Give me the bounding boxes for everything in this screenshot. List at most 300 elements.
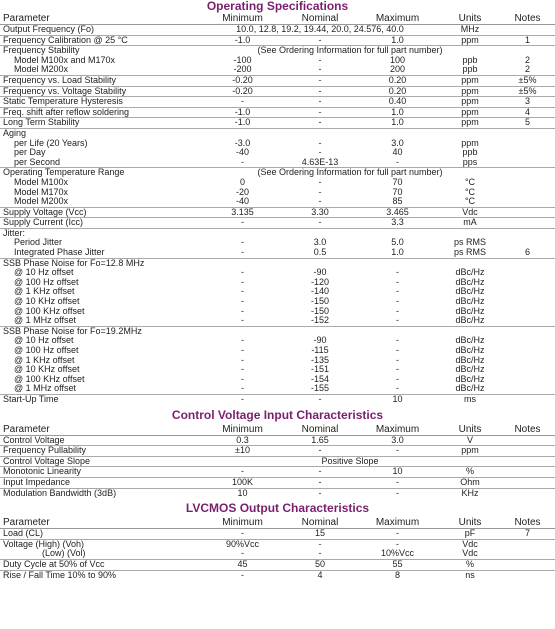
minimum-cell: - <box>200 570 285 580</box>
units-cell: KHz <box>440 488 500 498</box>
nominal-cell: - <box>285 467 355 478</box>
nominal-cell: - <box>318 65 322 75</box>
minimum-cell: - <box>200 529 285 540</box>
minimum-cell <box>200 258 285 268</box>
parameter-cell: Control Voltage Slope <box>0 456 200 467</box>
nominal-cell <box>285 228 355 238</box>
nominal-cell: -90 <box>313 268 327 278</box>
notes-cell <box>500 375 555 385</box>
notes-cell <box>500 268 555 278</box>
table-row <box>0 86 555 97</box>
maximum-cell: - <box>396 277 399 287</box>
units-cell: MHz <box>440 25 500 36</box>
notes-cell: 6 <box>524 248 530 258</box>
table-row <box>0 75 555 86</box>
column-header: Notes <box>500 517 555 529</box>
column-header: Minimum <box>200 13 285 25</box>
units-cell: dBc/Hz <box>455 336 485 346</box>
notes-cell <box>500 197 555 207</box>
table-row <box>0 158 555 168</box>
notes-cell <box>500 435 555 446</box>
table-row <box>0 287 555 297</box>
column-header: Nominal <box>285 13 355 25</box>
table-row <box>0 268 555 278</box>
notes-cell <box>500 297 555 307</box>
parameter-cell: per Second <box>14 157 61 167</box>
units-cell: Ohm <box>440 477 500 488</box>
units-cell: V <box>440 435 500 446</box>
minimum-cell: -40 <box>235 197 249 207</box>
parameter-cell: Frequency vs. Voltage Stability <box>0 86 200 97</box>
notes-cell: 2 <box>524 55 530 65</box>
nominal-cell: - <box>285 488 355 498</box>
notes-cell <box>500 287 555 297</box>
minimum-cell: 100K <box>200 477 285 488</box>
table-row <box>0 148 555 158</box>
spanning-value-cell: (See Ordering Information for full part number) <box>200 168 500 178</box>
parameter-cell: @ 10 Hz offset <box>14 336 74 346</box>
table-row <box>0 56 555 66</box>
parameter-cell: @ 1 MHz offset <box>14 316 76 326</box>
nominal-cell: 3.0 <box>313 238 327 248</box>
minimum-cell: 3.135 <box>200 207 285 218</box>
notes-cell <box>500 218 555 229</box>
operating-specifications-title: Operating Specifications <box>206 0 349 13</box>
nominal-cell: - <box>285 35 355 46</box>
units-cell: Vdc <box>440 207 500 218</box>
minimum-cell: - <box>241 374 244 384</box>
table-row <box>0 238 555 248</box>
table-row <box>0 435 555 446</box>
maximum-cell <box>355 326 440 336</box>
units-cell: ms <box>440 394 500 404</box>
nominal-cell: - <box>285 75 355 86</box>
units-cell: dBc/Hz <box>455 384 485 394</box>
minimum-cell: 10 <box>200 488 285 498</box>
control-voltage-title: Control Voltage Input Characteristics <box>171 407 384 422</box>
notes-cell <box>500 456 555 467</box>
notes-cell <box>500 168 555 178</box>
nominal-cell: -120 <box>310 277 329 287</box>
minimum-cell: - <box>200 218 285 229</box>
notes-cell <box>500 46 555 56</box>
parameter-cell: Input Impedance <box>0 477 200 488</box>
parameter-cell: Voltage (High) (Voh) <box>0 539 200 549</box>
parameter-cell: Jitter: <box>0 228 200 238</box>
header-row <box>0 517 555 529</box>
maximum-cell: 70 <box>392 187 403 197</box>
notes-cell: 2 <box>524 65 530 75</box>
table-row <box>0 25 555 36</box>
table-row <box>0 207 555 218</box>
units-cell: dBc/Hz <box>455 365 485 375</box>
minimum-cell: ±10 <box>200 446 285 457</box>
units-cell: pps <box>462 157 478 167</box>
maximum-cell: - <box>355 477 440 488</box>
table-row <box>0 188 555 198</box>
parameter-cell: Model M170x <box>14 187 69 197</box>
parameter-cell: Frequency vs. Load Stability <box>0 75 200 86</box>
column-header: Units <box>440 424 500 436</box>
maximum-cell: 100 <box>389 55 406 65</box>
nominal-cell <box>285 128 355 138</box>
notes-cell <box>500 477 555 488</box>
table-row <box>0 384 555 394</box>
minimum-cell: - <box>241 268 244 278</box>
nominal-cell: - <box>285 86 355 97</box>
notes-cell <box>500 326 555 336</box>
maximum-cell: - <box>396 297 399 307</box>
parameter-cell: Rise / Fall Time 10% to 90% <box>0 570 200 580</box>
maximum-cell: - <box>396 355 399 365</box>
maximum-cell: 70 <box>392 177 403 187</box>
units-cell: dBc/Hz <box>455 355 485 365</box>
maximum-cell: 10 <box>355 394 440 404</box>
parameter-cell: Operating Temperature Range <box>0 168 200 178</box>
notes-cell <box>500 307 555 317</box>
notes-cell <box>500 238 555 248</box>
table-row <box>0 297 555 307</box>
notes-cell <box>500 346 555 356</box>
units-cell: ppm <box>440 118 500 129</box>
nominal-cell: - <box>318 549 322 559</box>
column-header: Parameter <box>0 13 200 25</box>
units-cell: dBc/Hz <box>455 297 485 307</box>
minimum-cell: -0.20 <box>200 75 285 86</box>
parameter-cell: Supply Voltage (Vcc) <box>0 207 200 218</box>
parameter-cell: @ 100 KHz offset <box>14 374 85 384</box>
table-row <box>0 356 555 366</box>
minimum-cell: -40 <box>235 148 249 158</box>
table-row <box>0 488 555 498</box>
parameter-cell: @ 100 KHz offset <box>14 306 85 316</box>
maximum-cell: - <box>396 365 399 375</box>
maximum-cell: 1.0 <box>355 107 440 118</box>
units-cell: mA <box>440 218 500 229</box>
parameter-cell: @ 10 KHz offset <box>14 297 80 307</box>
spanning-value-cell: (See Ordering Information for full part number) <box>200 46 500 56</box>
parameter-cell: Frequency Calibration @ 25 °C <box>0 35 200 46</box>
table-row <box>0 336 555 346</box>
nominal-cell <box>285 258 355 268</box>
notes-cell <box>500 128 555 138</box>
notes-cell: ±5% <box>500 75 555 86</box>
table-row <box>0 446 555 457</box>
parameter-cell: @ 1 KHz offset <box>14 355 75 365</box>
lvcmos-output-title: LVCMOS Output Characteristics <box>185 501 370 516</box>
column-header: Units <box>440 13 500 25</box>
maximum-cell <box>355 128 440 138</box>
maximum-cell <box>355 228 440 238</box>
parameter-cell: SSB Phase Noise for Fo=19.2MHz <box>0 326 200 336</box>
notes-cell: 4 <box>500 107 555 118</box>
table-row <box>0 197 555 207</box>
nominal-cell: 1.65 <box>285 435 355 446</box>
column-header: Parameter <box>0 424 200 436</box>
column-header: Parameter <box>0 517 200 529</box>
table-row <box>0 559 555 570</box>
nominal-cell <box>285 326 355 336</box>
nominal-cell: -150 <box>310 297 329 307</box>
maximum-cell: - <box>396 336 399 346</box>
column-header: Minimum <box>200 517 285 529</box>
minimum-cell: -20 <box>235 187 249 197</box>
minimum-cell <box>200 228 285 238</box>
maximum-cell: - <box>396 346 399 355</box>
table-row <box>0 228 555 238</box>
maximum-cell: - <box>355 446 440 457</box>
parameter-cell: Freq. shift after reflow soldering <box>0 107 200 118</box>
table-row <box>0 307 555 317</box>
parameter-cell: SSB Phase Noise for Fo=12.8 MHz <box>0 258 200 268</box>
units-cell: % <box>440 559 500 570</box>
operating-specifications-table <box>0 13 555 405</box>
units-cell: dBc/Hz <box>455 316 485 326</box>
maximum-cell: 40 <box>392 148 403 158</box>
table-row <box>0 365 555 375</box>
minimum-cell: -3.0 <box>234 138 251 148</box>
table-row <box>0 346 555 356</box>
nominal-cell: -154 <box>310 374 329 384</box>
header-row <box>0 13 555 25</box>
minimum-cell: - <box>241 306 244 316</box>
nominal-cell: - <box>285 539 355 549</box>
table-row <box>0 118 555 129</box>
parameter-cell: (Low) (Vol) <box>42 549 86 559</box>
notes-cell <box>500 316 555 326</box>
parameter-cell: Model M100x and M170x <box>14 55 116 65</box>
notes-cell <box>500 446 555 457</box>
maximum-cell: - <box>355 488 440 498</box>
column-header: Nominal <box>285 517 355 529</box>
table-row <box>0 316 555 326</box>
parameter-cell: Model M200x <box>14 65 69 75</box>
nominal-cell: -151 <box>310 365 329 375</box>
minimum-cell: - <box>241 157 244 167</box>
maximum-cell: - <box>396 287 399 297</box>
column-header: Minimum <box>200 424 285 436</box>
parameter-cell: Period Jitter <box>14 238 63 248</box>
nominal-cell: - <box>285 118 355 129</box>
maximum-cell: - <box>355 539 440 549</box>
spanning-value-cell: Positive Slope <box>200 456 500 467</box>
parameter-cell: Aging <box>0 128 200 138</box>
nominal-cell: 4.63E-13 <box>301 157 339 167</box>
maximum-cell: - <box>355 529 440 540</box>
parameter-cell: Supply Current (Icc) <box>0 218 200 229</box>
table-row <box>0 326 555 336</box>
maximum-cell: - <box>396 157 399 167</box>
parameter-cell: per Life (20 Years) <box>14 138 88 148</box>
units-cell: ppm <box>440 107 500 118</box>
notes-cell <box>500 467 555 478</box>
notes-cell <box>500 539 555 549</box>
nominal-cell: - <box>318 138 322 148</box>
units-cell: ppm <box>461 138 479 148</box>
notes-cell <box>500 258 555 268</box>
parameter-cell: Duty Cycle at 50% of Vcc <box>0 559 200 570</box>
notes-cell <box>500 570 555 580</box>
table-row <box>0 549 555 559</box>
minimum-cell: - <box>200 394 285 404</box>
nominal-cell: -152 <box>310 316 329 326</box>
parameter-cell: Integrated Phase Jitter <box>14 248 105 258</box>
maximum-cell: 10%Vcc <box>380 549 415 559</box>
parameter-cell: Model M100x <box>14 177 69 187</box>
parameter-cell: Model M200x <box>14 197 69 207</box>
spanning-value-cell: 10.0, 12.8, 19.2, 19.44, 20.0, 24.576, 40.0 <box>200 25 440 36</box>
parameter-cell: @ 1 KHz offset <box>14 287 75 297</box>
notes-cell: ±5% <box>500 86 555 97</box>
units-cell: °C <box>464 177 476 187</box>
notes-cell <box>500 488 555 498</box>
units-cell: Vdc <box>440 539 500 549</box>
maximum-cell: 1.0 <box>355 35 440 46</box>
minimum-cell: - <box>241 384 244 394</box>
column-header: Maximum <box>355 13 440 25</box>
notes-cell <box>500 365 555 375</box>
nominal-cell: -135 <box>310 355 329 365</box>
maximum-cell: 55 <box>355 559 440 570</box>
nominal-cell: - <box>318 55 322 65</box>
parameter-cell: Long Term Stability <box>0 118 200 129</box>
notes-cell <box>500 336 555 346</box>
parameter-cell: Control Voltage <box>0 435 200 446</box>
column-header: Maximum <box>355 424 440 436</box>
nominal-cell: 50 <box>285 559 355 570</box>
lvcmos-output-table <box>0 517 555 580</box>
maximum-cell: - <box>396 306 399 316</box>
notes-cell: 1 <box>500 35 555 46</box>
control-voltage-table <box>0 424 555 499</box>
minimum-cell: - <box>241 316 244 326</box>
minimum-cell: - <box>241 355 244 365</box>
notes-cell: 7 <box>500 529 555 540</box>
nominal-cell: - <box>318 197 322 207</box>
minimum-cell: - <box>241 365 244 375</box>
notes-cell <box>500 394 555 404</box>
nominal-cell: - <box>285 97 355 108</box>
units-cell <box>440 258 500 268</box>
notes-cell: 5 <box>500 118 555 129</box>
minimum-cell: -100 <box>233 55 252 65</box>
maximum-cell: 3.3 <box>355 218 440 229</box>
table-row <box>0 65 555 75</box>
table-row <box>0 35 555 46</box>
nominal-cell: - <box>318 177 322 187</box>
minimum-cell: -1.0 <box>200 35 285 46</box>
minimum-cell: - <box>241 297 244 307</box>
nominal-cell: -115 <box>311 346 329 355</box>
notes-cell: 3 <box>500 97 555 108</box>
units-cell <box>440 228 500 238</box>
maximum-cell: 0.20 <box>355 86 440 97</box>
parameter-cell: Frequency Stability <box>0 46 200 56</box>
nominal-cell: - <box>285 107 355 118</box>
table-row <box>0 46 555 56</box>
notes-cell <box>500 178 555 188</box>
table-row <box>0 456 555 467</box>
nominal-cell: - <box>285 218 355 229</box>
maximum-cell: 1.0 <box>391 248 404 258</box>
units-cell: ppm <box>440 97 500 108</box>
nominal-cell: 0.5 <box>313 248 327 258</box>
minimum-cell: -1.0 <box>200 107 285 118</box>
units-cell: ppm <box>440 35 500 46</box>
units-cell: dBc/Hz <box>455 306 485 316</box>
nominal-cell: - <box>285 477 355 488</box>
units-cell: pF <box>440 529 500 540</box>
minimum-cell: 0 <box>239 177 245 187</box>
notes-cell <box>500 559 555 570</box>
notes-cell <box>500 207 555 218</box>
column-header: Notes <box>500 424 555 436</box>
table-row <box>0 570 555 580</box>
units-cell: ppm <box>440 75 500 86</box>
minimum-cell: - <box>241 238 244 248</box>
nominal-cell: - <box>318 148 322 158</box>
table-row <box>0 218 555 229</box>
nominal-cell: 15 <box>285 529 355 540</box>
maximum-cell: 3.0 <box>391 138 404 148</box>
units-cell <box>440 128 500 138</box>
notes-cell <box>500 384 555 394</box>
units-cell: ppb <box>462 65 478 75</box>
minimum-cell: - <box>241 248 244 258</box>
maximum-cell: 3.0 <box>355 435 440 446</box>
minimum-cell <box>200 128 285 138</box>
maximum-cell: - <box>396 268 399 278</box>
units-cell: dBc/Hz <box>455 277 485 287</box>
parameter-cell: Modulation Bandwidth (3dB) <box>0 488 200 498</box>
minimum-cell: -0.20 <box>200 86 285 97</box>
maximum-cell: 10 <box>355 467 440 478</box>
minimum-cell: - <box>241 277 244 287</box>
units-cell: °C <box>464 187 476 197</box>
column-header: Notes <box>500 13 555 25</box>
minimum-cell: - <box>241 346 244 355</box>
maximum-cell: 200 <box>389 65 406 75</box>
minimum-cell: 90%Vcc <box>200 539 285 549</box>
nominal-cell: -155 <box>310 384 329 394</box>
minimum-cell: - <box>200 97 285 108</box>
units-cell: °C <box>464 197 476 207</box>
notes-cell <box>500 158 555 168</box>
minimum-cell: - <box>241 287 244 297</box>
parameter-cell: Start-Up Time <box>0 394 200 404</box>
nominal-cell: - <box>285 394 355 404</box>
maximum-cell: 0.40 <box>355 97 440 108</box>
units-cell: dBc/Hz <box>455 346 485 355</box>
parameter-cell: Frequency Pullability <box>0 446 200 457</box>
parameter-cell: @ 10 KHz offset <box>14 365 80 375</box>
units-cell: ppm <box>440 86 500 97</box>
maximum-cell: - <box>396 384 399 394</box>
table-row <box>0 375 555 385</box>
maximum-cell: 1.0 <box>355 118 440 129</box>
parameter-cell: Output Frequency (Fo) <box>0 25 200 36</box>
nominal-cell: -140 <box>310 287 329 297</box>
parameter-cell: @ 100 Hz offset <box>14 277 79 287</box>
table-row <box>0 278 555 288</box>
table-row <box>0 258 555 268</box>
units-cell <box>440 326 500 336</box>
units-cell: ppb <box>462 55 478 65</box>
parameter-cell: Static Temperature Hysteresis <box>0 97 200 108</box>
minimum-cell: - <box>241 549 244 559</box>
notes-cell <box>500 549 555 559</box>
table-row <box>0 539 555 549</box>
